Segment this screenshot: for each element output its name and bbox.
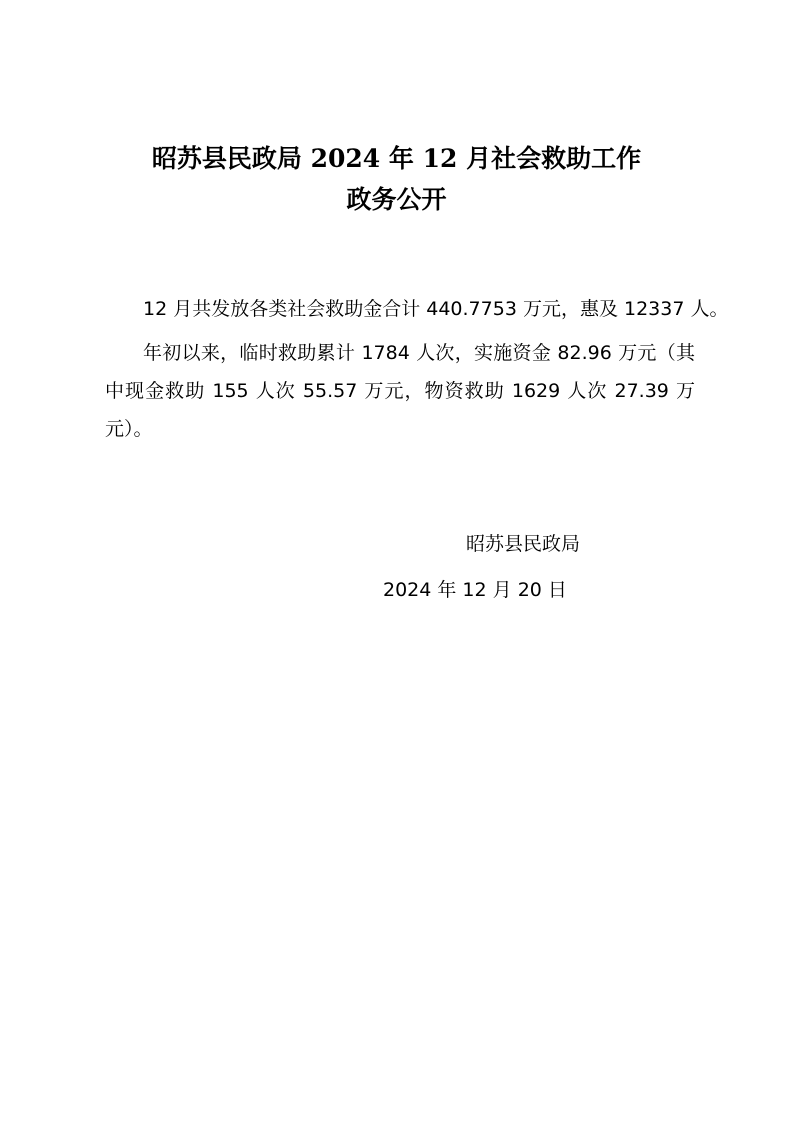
signature-date: 2024 年 12 月 20 日 <box>383 579 567 601</box>
body-paragraph-2: 年初以来，临时救助累计 1784 人次，实施资金 82.96 万元（其中现金救助 155 人次 55.57 万元，物资救助 1629 人次 27.39 万元）。 <box>105 342 695 440</box>
document-title-line-1: 昭苏县民政局 2024 年 12 月社会救助工作 <box>151 144 642 173</box>
body-paragraph-1: 12 月共发放各类社会救助金合计 440.7753 万元，惠及 12337 人。 <box>143 298 729 320</box>
document-title-line-2: 政务公开 <box>346 185 447 214</box>
signature-organization: 昭苏县民政局 <box>466 533 581 555</box>
